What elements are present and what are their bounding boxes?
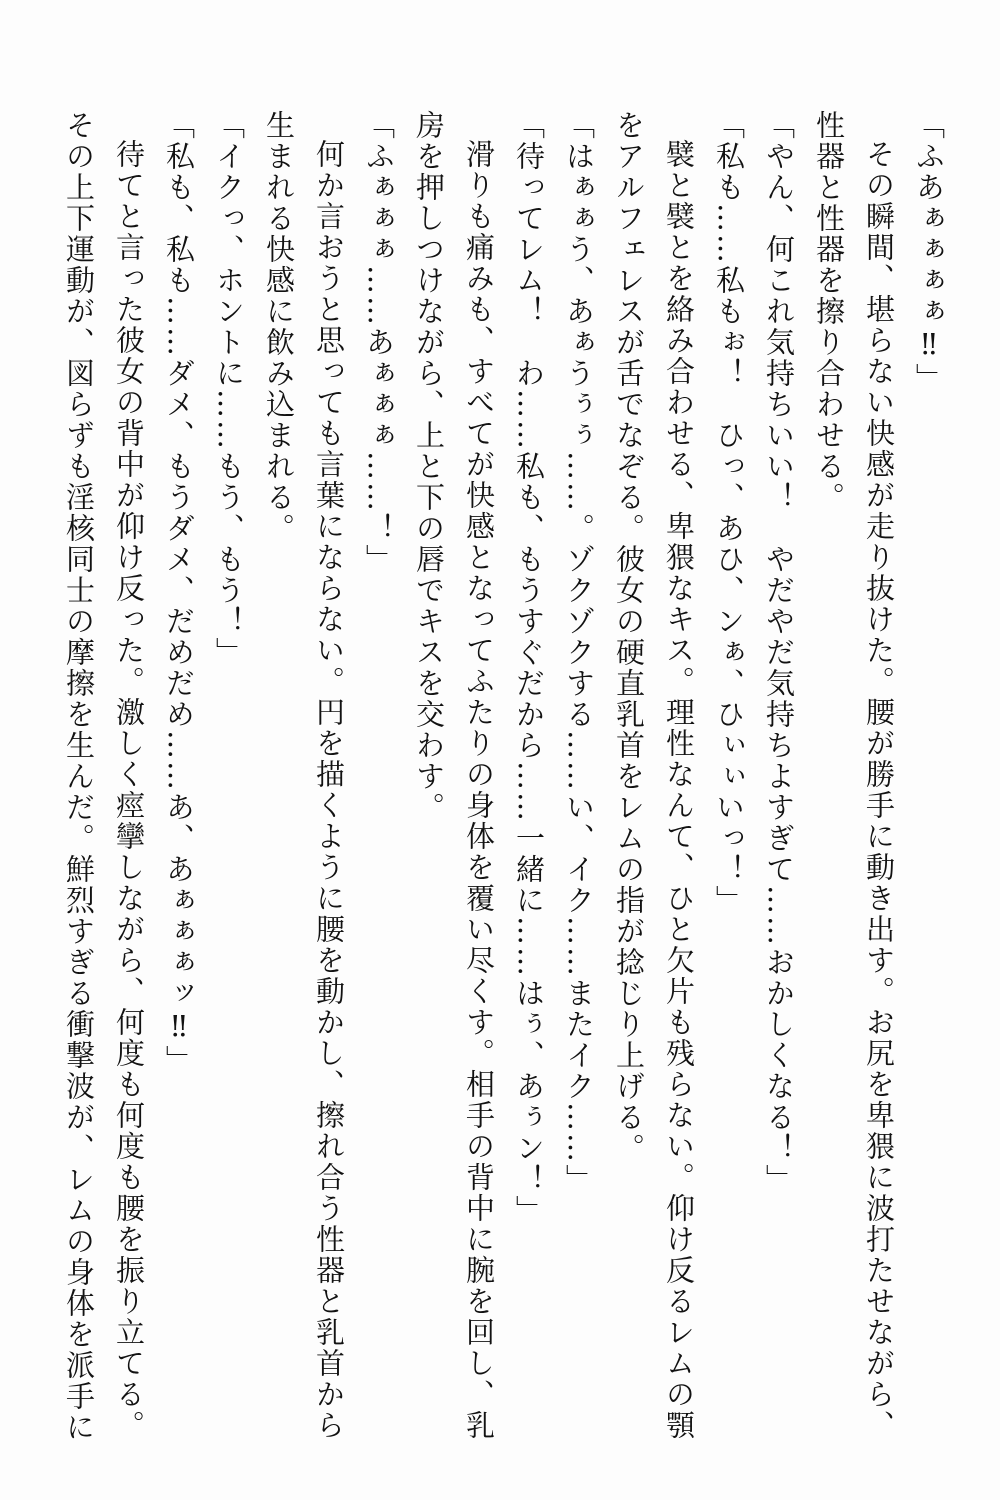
dialogue-line: 「イクっ、ホントに……もう、もう！」 — [212, 110, 246, 668]
narration-line: 滑りも痛みも、すべてが快感となってふたりの身体を覆い尽くす。相手の背中に腕を回し、乳房を押しつけながら、上と下の唇でキスを交わす。 — [412, 110, 496, 1441]
dialogue-line: 「はぁぁう、あぁうぅぅ……。ゾクゾクする……い、イク……またイク……」 — [562, 110, 596, 1195]
narration-line: 何か言おうと思っても言葉にならない。円を描くように腰を動かし、擦れ合う性器と乳首から生まれる快感に飲み込まれる。 — [262, 110, 346, 1441]
narration-line: 待てと言った彼女の背中が仰け反った。激しく痙攣しながら、何度も何度も腰を振り立てる。 — [112, 139, 146, 1441]
dialogue-line: 「ふぁぁぁ……あぁぁぁ……！」 — [362, 110, 396, 575]
dialogue-line: 「待ってレム！ わ……私も、もうすぐだから……一緒に……はぅ、あぅン！」 — [512, 110, 546, 1226]
dialogue-line: 「私も……私もぉ！ ひっ、あひ、ンぁ、ひぃぃいっ！」 — [712, 110, 746, 916]
dialogue-line: 「やん、何これ気持ちいい！ やだやだ気持ちよすぎて……おかしくなる！」 — [762, 110, 796, 1195]
dialogue-line: 「ふあぁぁぁぁ‼」 — [912, 110, 946, 394]
dialogue-line: 「私も、私も……ダメ、もうダメ、だめだめ……あ、あぁぁぁッ‼」 — [162, 110, 196, 1076]
narration-line: 襞と襞とを絡み合わせる、卑猥なキス。理性なんて、ひと欠片も残らない。仰け反るレムの顎をアルフェレスが舌でなぞる。彼女の硬直乳首をレムの指が捻じり上げる。 — [612, 110, 696, 1441]
narration-line: その上下運動が、図らずも淫核同士の摩擦を生んだ。鮮烈すぎる衝撃波が、レムの身体を派手に — [62, 110, 96, 1443]
vertical-text-area — [42, 110, 954, 1460]
narration-line: その瞬間、堪らない快感が走り抜けた。腰が勝手に動き出す。お尻を卑猥に波打たせながら、性器と性器を擦り合わせる。 — [812, 110, 896, 1441]
